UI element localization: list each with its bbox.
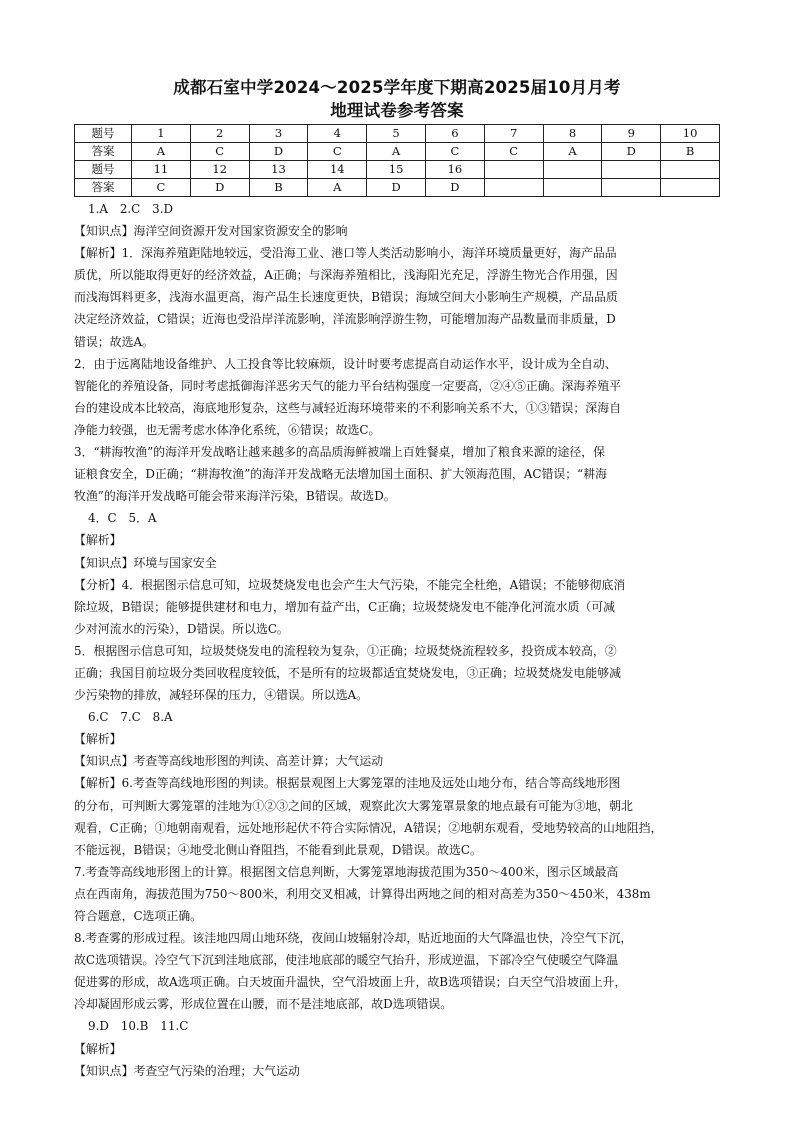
- table-cell: D: [249, 143, 308, 161]
- text-line: 台的建设成本比较高，海底地形复杂，这些与减轻近海环境带来的不利影响关系不大，①③错误；深海自: [74, 400, 621, 415]
- text-line: 8.考查雾的形成过程。该洼地四周山地环绕，夜间山坡辐射冷却，贴近地面的大气降温也快，冷空气下沉，: [74, 931, 633, 946]
- text-line: 冷却凝固形成云雾，形成位置在山腰，而不是洼地底部，故D选项错误。: [74, 997, 453, 1012]
- text-line: 质优，所以能取得更好的经济效益，A正确；与深海养殖相比，浅海阳光充足，浮游生物光合作用强，因: [74, 268, 618, 283]
- table-cell: 10: [661, 125, 720, 143]
- text-line: 而浅海饵料更多，浅海水温更高，海产品生长速度更快，B错误；海域空间大小影响生产规模，产品品质: [74, 290, 618, 305]
- table-cell: C: [425, 143, 484, 161]
- text-line: 观看，C正确；①地朝南观看，远处地形起伏不符合实际情况，A错误；②地朝东观看，受地势较高的山地阻挡，: [74, 820, 663, 835]
- table-cell: B: [249, 179, 308, 197]
- answer-table-row: [75, 161, 720, 179]
- table-cell: 16: [425, 161, 484, 179]
- row-label: 题号: [75, 161, 132, 179]
- table-cell: [661, 161, 720, 179]
- table-cell: 12: [190, 161, 249, 179]
- text-line: 净能力较强，也无需考虑水体净化系统，⑥错误；故选C。: [74, 422, 381, 437]
- table-cell: C: [190, 143, 249, 161]
- answer-table-row: [75, 179, 720, 197]
- text-line: 正确；我国目前垃圾分类回收程度较低，不是所有的垃圾都适宜焚烧发电，③正确；垃圾焚烧发电能够减: [74, 665, 621, 680]
- table-cell: D: [190, 179, 249, 197]
- text-line: 不能远视，B错误；④地受北侧山脊阻挡，不能看到此景观，D错误。故选C。: [74, 842, 482, 857]
- text-line: 【解析】: [74, 732, 122, 747]
- table-cell: [543, 161, 602, 179]
- table-cell: [484, 179, 543, 197]
- text-line: 5．根据图示信息可知，垃圾焚烧发电的流程较为复杂，①正确；垃圾焚烧流程较多，投资成本较高，②: [74, 643, 617, 658]
- table-cell: 7: [484, 125, 543, 143]
- table-cell: [602, 179, 661, 197]
- text-line: 2．由于远离陆地设备维护、人工投食等比较麻烦，设计时要考虑提高自动运作水平，设计成为全自动、: [74, 356, 617, 371]
- text-line: 【知识点】考查等高线地形图的判读、高差计算；大气运动: [74, 754, 384, 769]
- text-line: 证粮食安全，D正确；“耕海牧渔”的海洋开发战略无法增加国土面积、扩大领海范围，AC错误；“耕海: [74, 467, 607, 482]
- table-cell: 14: [308, 161, 367, 179]
- text-line: 9.D 10.B 11.C: [88, 1019, 189, 1034]
- row-label: 答案: [75, 143, 132, 161]
- text-line: 少对河流水的污染），D错误。所以选C。: [74, 621, 289, 636]
- text-line: 促进雾的形成，故A选项正确。白天坡面升温快，空气沿坡面上升，故B选项错误；白天空气沿坡面上升，: [74, 975, 627, 990]
- text-line: 牧渔”的海洋开发战略可能会带来海洋污染，B错误。故选D。: [74, 489, 396, 504]
- table-cell: A: [367, 143, 426, 161]
- table-cell: A: [132, 143, 191, 161]
- answer-sheet: [74, 76, 720, 1082]
- table-cell: 3: [249, 125, 308, 143]
- table-cell: 5: [367, 125, 426, 143]
- table-cell: 6: [425, 125, 484, 143]
- text-line: 【知识点】环境与国家安全: [74, 555, 217, 570]
- table-cell: 9: [602, 125, 661, 143]
- text-line: 【解析】: [74, 533, 122, 548]
- answer-table: [74, 124, 720, 197]
- document-subtitle: 地理试卷参考答案: [330, 101, 464, 120]
- table-cell: [602, 161, 661, 179]
- table-cell: 4: [308, 125, 367, 143]
- table-cell: B: [661, 143, 720, 161]
- text-line: 【知识点】海洋空间资源开发对国家资源安全的影响: [74, 224, 348, 239]
- document-title: 成都石室中学2024～2025学年度下期高2025届10月月考: [173, 78, 621, 97]
- text-line: 3．“耕海牧渔”的海洋开发战略让越来越多的高品质海鲜被端上百姓餐桌，增加了粮食来源的途径，保: [74, 445, 606, 460]
- text-line: 除垃圾，B错误；能够提供建材和电力，增加有益产出，C正确；垃圾焚烧发电不能净化河流水质（可减: [74, 599, 616, 614]
- answer-table-row: [75, 143, 720, 161]
- table-cell: 1: [132, 125, 191, 143]
- table-cell: C: [308, 143, 367, 161]
- answer-table-row: [75, 125, 720, 143]
- answer-explanations: [74, 198, 720, 1082]
- table-cell: D: [602, 143, 661, 161]
- text-line: 的分布，可判断大雾笼罩的洼地为①②③之间的区域，观察此次大雾笼罩景象的地点最有可能为③地，朝北: [74, 798, 633, 813]
- text-line: 错误；故选A。: [74, 334, 154, 349]
- table-cell: [661, 179, 720, 197]
- text-line: 点在西南角，海拔范围为750～800米，利用交叉相减，计算得出两地之间的相对高差为350～450米，438m: [74, 886, 651, 901]
- text-line: 【知识点】考查空气污染的治理；大气运动: [74, 1063, 300, 1078]
- row-label: 题号: [75, 125, 132, 143]
- table-cell: A: [543, 143, 602, 161]
- table-cell: 2: [190, 125, 249, 143]
- text-line: 【解析】1．深海养殖距陆地较远，受沿海工业、港口等人类活动影响小，海洋环境质量更好，海产品品: [74, 246, 617, 261]
- table-cell: 11: [132, 161, 191, 179]
- row-label: 答案: [75, 179, 132, 197]
- text-line: 智能化的养殖设备，同时考虑抵御海洋恶劣天气的能力平台结构强度一定要高，②④⑤正确。深海养殖平: [74, 378, 621, 393]
- table-cell: C: [484, 143, 543, 161]
- text-line: 决定经济效益，C错误；近海也受沿岸洋流影响，洋流影响浮游生物，可能增加海产品数量而非质量，D: [74, 312, 616, 327]
- table-cell: 13: [249, 161, 308, 179]
- table-cell: 8: [543, 125, 602, 143]
- table-cell: D: [367, 179, 426, 197]
- table-cell: [543, 179, 602, 197]
- text-line: 4．C 5．A: [88, 511, 157, 526]
- table-cell: D: [425, 179, 484, 197]
- table-cell: [484, 161, 543, 179]
- text-line: 【解析】6.考查等高线地形图的判读。根据景观图上大雾笼罩的洼地及远处山地分布，结合等高线地形图: [74, 776, 621, 791]
- table-cell: 15: [367, 161, 426, 179]
- text-line: 1.A 2.C 3.D: [88, 202, 174, 216]
- text-line: 6.C 7.C 8.A: [88, 710, 173, 725]
- table-cell: C: [132, 179, 191, 197]
- text-line: 【分析】4．根据图示信息可知，垃圾焚烧发电也会产生大气污染，不能完全杜绝，A错误；不能够彻底消: [74, 577, 626, 592]
- text-line: 7.考查等高线地形图上的计算。根据图文信息判断，大雾笼罩地海拔范围为350～400米，图示区域最高: [74, 864, 619, 879]
- table-cell: A: [308, 179, 367, 197]
- text-line: 符合题意，C选项正确。: [74, 909, 203, 923]
- text-line: 少污染物的排放，减轻环保的压力，④错误。所以选A。: [74, 688, 368, 703]
- text-line: 【解析】: [74, 1041, 122, 1056]
- text-line: 故C选项错误。冷空气下沉到洼地底部，使洼地底部的暖空气抬升，形成逆温，下部冷空气使暖空气降温: [74, 953, 619, 968]
